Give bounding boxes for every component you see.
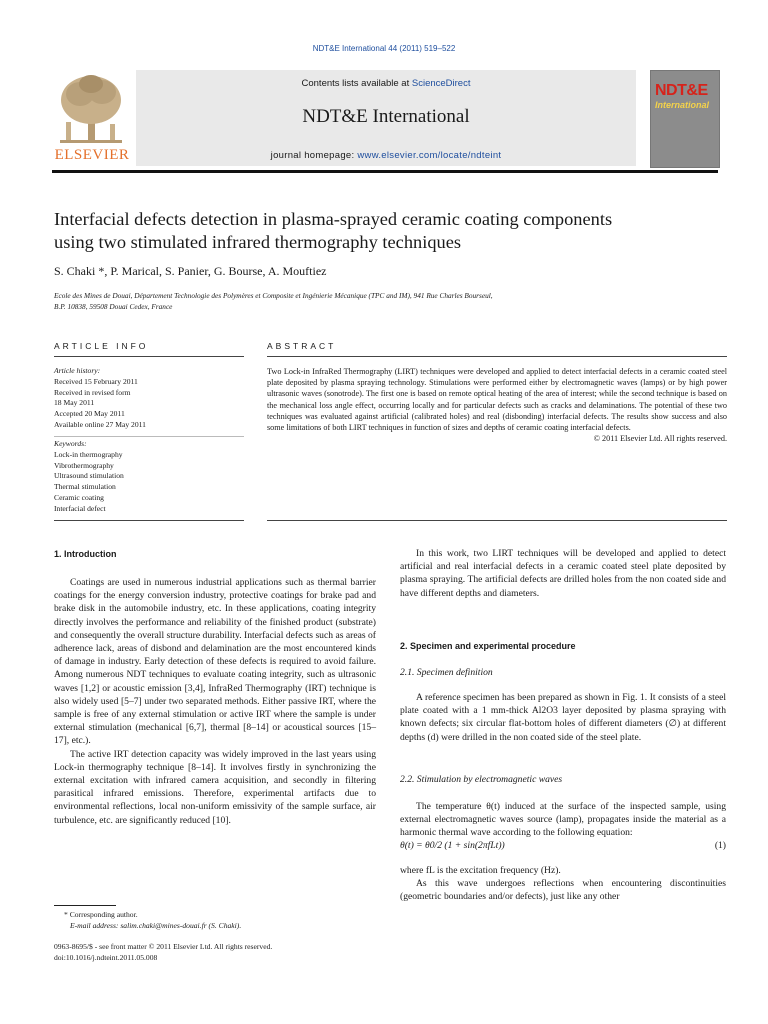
keywords: Keywords: Lock-in thermography Vibrothermography Ultrasound stimulation Thermal stimulation Ceramic coating Interfacial defect (54, 439, 244, 515)
paragraph: In this work, two LIRT techniques will be developed and applied to detect artificial and real interfacial defects in a ceramic coated steel plate deposited by plasma spraying. The artificial defects are drilled holes from the non coated side and have different depths and diameters. (400, 548, 726, 599)
issn-doi: 0963-8695/$ - see front matter © 2011 Elsevier Ltd. All rights reserved. doi:10.1016/j.ndteint.2011.05.008 (54, 941, 374, 963)
abstract-body: Two Lock-in InfraRed Thermography (LIRT) techniques were developed and applied to detect interfacial defects in a ceramic coated steel plate deposited by plasma spraying technology. Stimulations were performed either by electromagnetic waves (lamps) or by high power ultrasonic waves (sonotrode). The first one is based on remote optical heating of the area of interest; while the second technique is based on the mechanical loss angle effect, occurring locally and for particular defects such as cracks and delaminations. The potential of these two techniques was evaluated against artificial (calibrated holes) and real (disbonding) interfacial defects. The results show success and also some limitations of both LIRT techniques in function of sizes and depths of ceramic coating interfacial defects. © 2011 Elsevier Ltd. All rights reserved. (267, 367, 727, 444)
abstract-heading: ABSTRACT (267, 341, 337, 351)
right-column-text (400, 547, 726, 600)
keyword: Thermal stimulation (54, 482, 116, 492)
authors: S. Chaki *, P. Marical, S. Panier, G. Bourse, A. Mouftiez (54, 264, 327, 278)
elsevier-logo (52, 70, 130, 166)
paragraph-specimen: A reference specimen has been prepared as shown in Fig. 1. It consists of a steel plate coated with a 1 mm-thick Al2O3 layer deposited by plasma spraying with known defects; six circular flat-bottom holes of different diameters (∅) at different depths (d) were drilled in the non coated side of the steel plate. (400, 692, 726, 743)
doi-link[interactable]: doi:10.1016/j.ndteint.2011.05.008 (54, 953, 158, 962)
author-email[interactable]: E-mail address: salim.chaki@mines-douai.fr (S. Chaki). (70, 921, 242, 930)
divider (54, 520, 244, 521)
left-column-text (54, 576, 376, 827)
history-line: 18 May 2011 (54, 398, 95, 408)
divider (267, 520, 727, 521)
paragraph: The active IRT detection capacity was widely improved in the last years using Lock-in thermography technique [8–14]. It involves firstly in synchronizing the external excitation with infrared camera acquisition, and secondly in filtering parasitical infrared emissions. Therefore, experimental artifacts due to environmental reflections, local non-uniform emissivity of the sample surface, air turbulence, etc. are significantly reduced [10]. (54, 748, 376, 826)
footnote-rule (54, 905, 116, 906)
affiliation: Ecole des Mines de Douai, Département Technologie des Polymères et Composite et Ingénierie Mécanique (TPC and IM), 941 Rue Charles Bourseul, B.P. 10838, 59508 Douai Cedex, France (54, 291, 493, 311)
elsevier-wordmark: ELSEVIER (54, 147, 130, 163)
history-line: Available online 27 May 2011 (54, 419, 146, 429)
history-line: Accepted 20 May 2011 (54, 409, 125, 419)
equation-number: (1) (714, 840, 726, 851)
journal-banner (136, 70, 636, 166)
footnote: * Corresponding author. E-mail address: salim.chaki@mines-douai.fr (S. Chaki). (54, 909, 374, 931)
paragraph-after-equation: where fL is the excitation frequency (Hz). As this wave undergoes reflections when encountering discontinuities (geometric boundaries and/or defects), just like any other (400, 865, 726, 903)
keyword: Vibrothermography (54, 460, 114, 470)
paragraph-stimulation: The temperature θ(t) induced at the surface of the inspected sample, using external electromagnetic waves source (lamp), propagates inside the material as a harmonic thermal wave according to the following equation: (400, 801, 726, 839)
divider (54, 356, 244, 357)
sciencedirect-link[interactable]: ScienceDirect (411, 78, 471, 89)
header-rule (52, 170, 718, 173)
cover-title: NDT&E (655, 82, 708, 99)
journal-citation[interactable]: NDT&E International 44 (2011) 519–522 (312, 44, 456, 53)
section-heading: 2. Specimen and experimental procedure (400, 641, 576, 651)
masthead (52, 70, 718, 166)
journal-cover (650, 70, 720, 168)
keyword: Ultrasound stimulation (54, 471, 124, 481)
article-history: Article history: Received 15 February 2011 Received in revised form 18 May 2011 Accepted 20 May 2011 Available online 27 May 2011 (54, 366, 244, 431)
subsection-heading: 2.2. Stimulation by electromagnetic waves (400, 774, 563, 785)
keyword: Interfacial defect (54, 503, 106, 513)
keyword: Ceramic coating (54, 492, 104, 502)
subsection-heading: 2.1. Specimen definition (400, 667, 493, 678)
copyright: © 2011 Elsevier Ltd. All rights reserved. (593, 434, 727, 444)
history-line: Received in revised form (54, 387, 131, 397)
divider (267, 356, 727, 357)
cover-subtitle: International (655, 100, 710, 110)
section-heading: 1. Introduction (54, 549, 117, 559)
divider (54, 436, 244, 437)
keyword: Lock-in thermography (54, 449, 123, 459)
homepage-link[interactable]: www.elsevier.com/locate/ndteint (357, 150, 502, 161)
history-line: Received 15 February 2011 (54, 376, 138, 386)
equation-1: θ(t) = θ0/2 (1 + sin(2πfLt)) (1) (400, 840, 726, 851)
paragraph: Coatings are used in numerous industrial applications such as thermal barrier coatings for the energy conversion industry, protective coatings for brake pad and brake disk in the automobile industry, etc. In these applications, coating integrity directly involves the performance and reliability of the finished product (substrate) and consequently the overall structure durability. Interfacial defects such as areas of adherence lack, areas of disbond and delamination are the most encountered kinds of damage in industry. Early detection of these defects is required to avoid failure. Among numerous NDT techniques to evaluate coating integrity, such as ultrasonic waves [1,2] or acoustic emission [3,4], InfraRed Thermography (IRT) technique is also widely used [5–7] under two separated methods. Either passive IRT, where the sample is free of any external stimulation or active IRT where the sample is under external stimulation (mechanical [6,7], thermal [8–14] or acoustical sources [15–17], etc.). (54, 577, 376, 747)
article-title: Interfacial defects detection in plasma-sprayed ceramic coating components using two stimulated infrared thermography techniques (54, 209, 613, 252)
article-info-heading: ARTICLE INFO (54, 341, 149, 351)
journal-title: NDT&E International (302, 106, 470, 127)
elsevier-tree-icon (52, 70, 130, 148)
homepage-line: journal homepage: www.elsevier.com/locate/ndteint (270, 150, 502, 161)
contents-line: Contents lists available at ScienceDirect (301, 78, 471, 89)
